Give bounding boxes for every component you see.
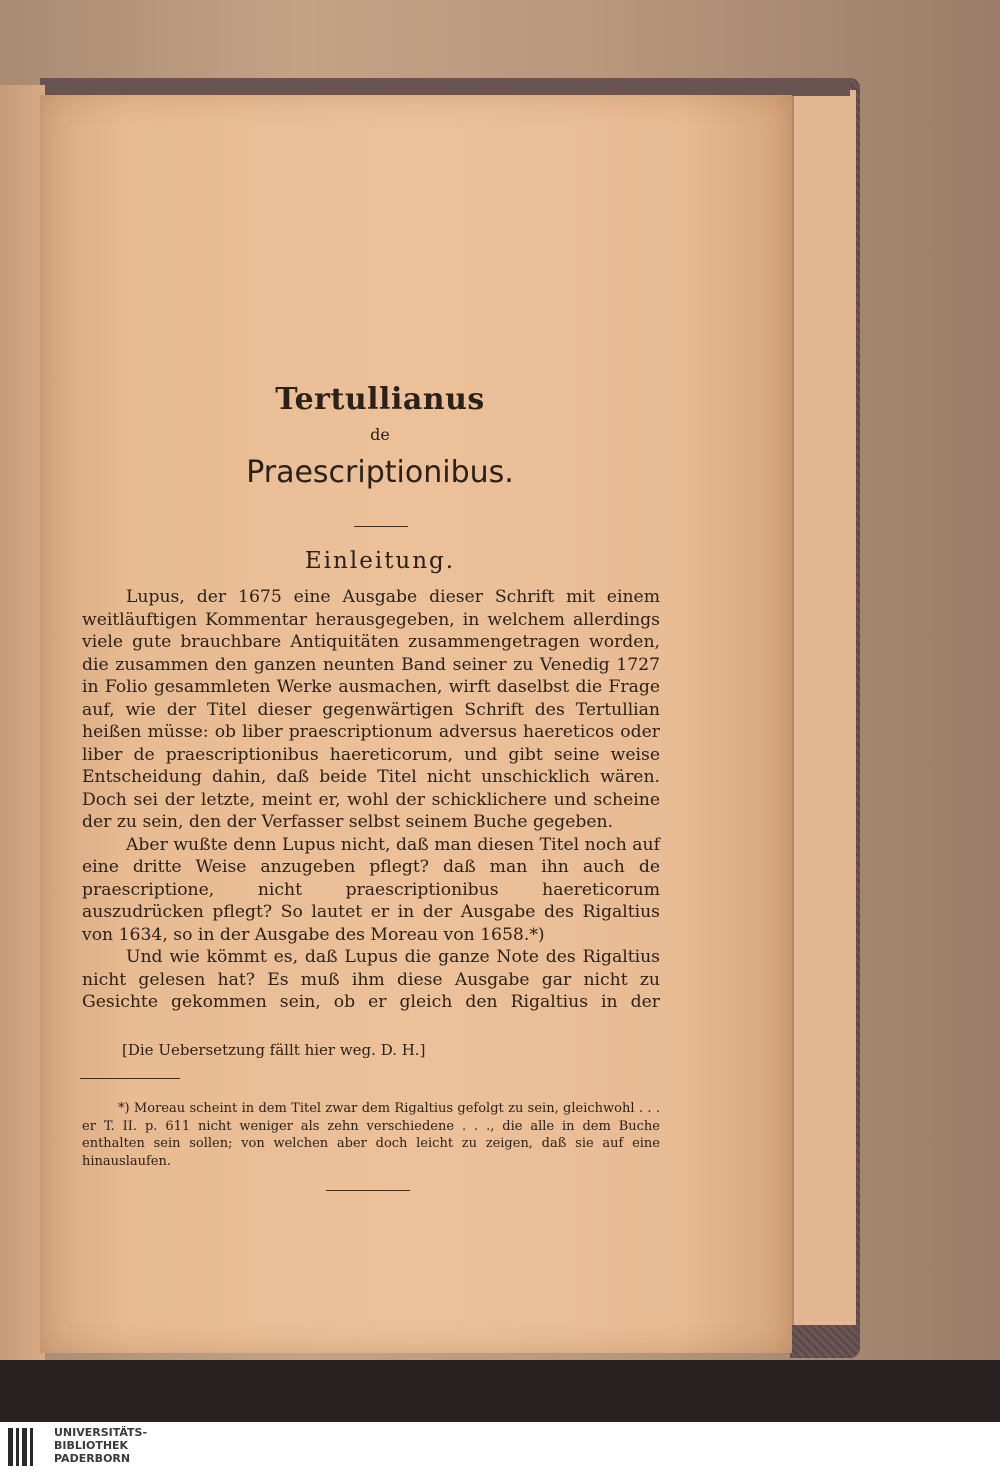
page-stack-edge [792, 90, 856, 1325]
section-heading: Einleitung. [304, 548, 456, 574]
title-rule [354, 526, 408, 527]
end-rule [326, 1190, 410, 1191]
library-logo [0, 1422, 1000, 1472]
library-logo-icon [8, 1428, 48, 1466]
book-subtitle: Praescriptionibus. [246, 455, 514, 490]
title-preposition: de [370, 425, 390, 444]
paragraph: Und wie kömmt es, daß Lupus die ganze Note des Rigaltius nicht gelesen hat? Es muß ihm diese Ausgabe gar nicht zu Gesichte gekommen sein, ob er gleich den Rigaltius in der [82, 947, 660, 1012]
paragraph: Aber wußte denn Lupus nicht, daß man diesen Titel noch auf eine dritte Weise anzugeben pflegt? daß man ihn auch de praescriptione, nicht praescriptionibus haereticorum auszudrücken pflegt? So lautet er in der Ausgabe des Rigaltius von 1634, so in der Ausgabe des Moreau von 1658.*) [82, 834, 660, 945]
body-text [82, 586, 660, 1013]
left-page-edge [0, 85, 45, 1365]
book-cover-top [40, 78, 850, 96]
footnote-rule [80, 1078, 180, 1079]
book-title: Tertullianus [275, 382, 485, 417]
library-logo-text: UNIVERSITÄTS- BIBLIOTHEK PADERBORN [54, 1426, 148, 1465]
editor-note: [Die Uebersetzung fällt hier weg. D. H.] [122, 1041, 426, 1059]
paragraph: Lupus, der 1675 eine Ausgabe dieser Schrift mit einem weitläuftigen Kommentar herausgegeben, in welchem allerdings viele gute brauchbare Antiquitäten zusammengetragen worden, die zusammen den ganzen neunten Band seiner zu Venedig 1727 in Folio gesammleten Werke ausmachen, wirft daselbst die Frage auf, wie der Titel dieser gegenwärtigen Schrift des Tertullian heißen müsse: ob liber praescriptionum adversus haereticos oder liber de praescriptionibus haereticorum, und gibt seine weise Entscheidung dahin, daß beide Titel nicht unschicklich wären. Doch sei der letzte, meint er, wohl der schicklichere und scheine der zu sein, den der Verfasser selbst seinem Buche gegeben. [82, 587, 660, 832]
scan-bottom-shadow [0, 1360, 1000, 1422]
footnote-text: *) Moreau scheint in dem Titel zwar dem Rigaltius gefolgt zu sein, gleichwohl . . . er T. II. p. 611 nicht weniger als zehn verschiedene . . ., die alle in dem Buche enthalten sein sollen; von welchen aber doch leicht zu zeigen, daß sie auf eine hinauslaufen. [82, 1101, 660, 1169]
footnote [82, 1100, 660, 1170]
